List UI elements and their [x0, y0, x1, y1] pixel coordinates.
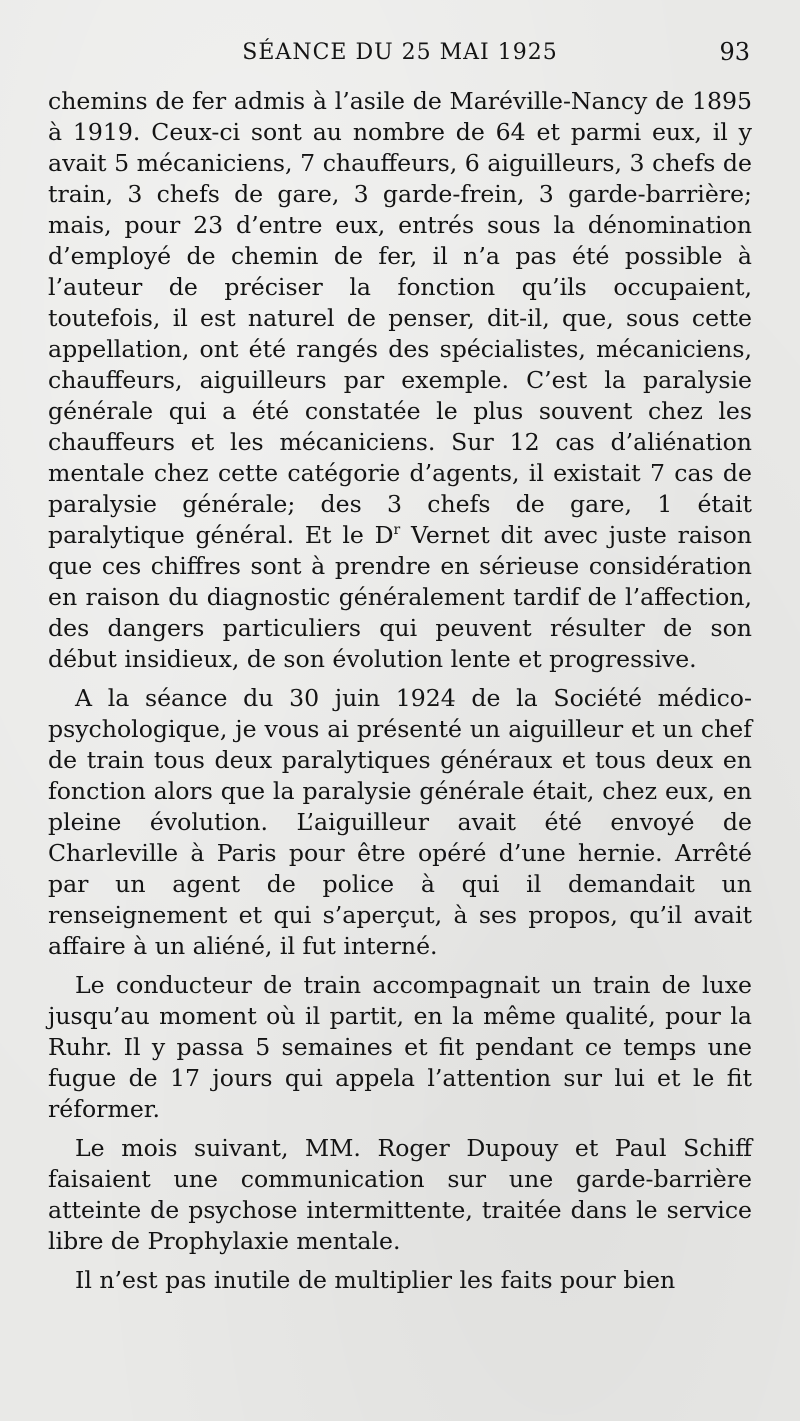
body-text — [48, 86, 752, 1304]
paragraph-5: Il n’est pas inutile de multiplier les faits pour bien — [75, 1266, 676, 1294]
paragraph-1-text: chemins de fer admis à l’asile de Maréville-Nancy de 1895 à 1919. Ceux-ci sont au nombre de 64 et parmi eux, il y avait 5 mécaniciens, 7 chauffeurs, 6 aiguilleurs, 3 chefs de train, 3 chefs de gare, 3 garde-frein, 3 garde-barrière; mais, pour 23 d’entre eux, entrés sous la dénomination d’employé de chemin de fer, il n’a pas été possible à l’auteur de préciser la fonction qu’ils occupaient, toutefois, il est naturel de penser, dit-il, que, sous cette appellation, ont été rangés des spécialistes, mécaniciens, chauffeurs, aiguilleurs par exemple. C’est la paralysie générale qui a été constatée le plus souvent chez les chauffeurs et les mécaniciens. Sur 12 cas d’aliénation mentale chez cette catégorie d’agents, il existait 7 cas de paralysie générale; des 3 chefs de gare, 1 était paralytique général. Et le D — [48, 87, 752, 549]
page-number: 93 — [719, 38, 750, 66]
paragraph-1-text-end: Vernet dit avec juste raison que ces chiffres sont à prendre en sérieuse considération en raison du diagnostic généralement tardif de l’affection, des dangers particuliers qui peuvent résulter de son début insidieux, de son évolution lente et progressive. — [48, 521, 752, 673]
running-title: SÉANCE DU 25 MAI 1925 — [242, 40, 558, 65]
paragraph-3: Le conducteur de train accompagnait un train de luxe jusqu’au moment où il partit, en la même qualité, pour la Ruhr. Il y passa 5 semaines et fit pendant ce temps une fugue de 17 jours qui appela l’attention sur lui et le fit réformer. — [48, 971, 752, 1123]
paragraph-1 — [48, 86, 752, 675]
superscript-r: r — [393, 522, 401, 539]
paragraph-2: A la séance du 30 juin 1924 de la Société médico-psychologique, je vous ai présenté un aiguilleur et un chef de train tous deux paralytiques généraux et tous deux en fonction alors que la paralysie générale était, chez eux, en pleine évolution. L’aiguilleur avait été envoyé de Charleville à Paris pour être opéré d’une hernie. Arrêté par un agent de police à qui il demandait un renseignement et qui s’aperçut, à ses propos, qu’il avait affaire à un aliéné, il fut interné. — [48, 684, 752, 960]
running-head — [0, 38, 800, 70]
paragraph-4: Le mois suivant, MM. Roger Dupouy et Paul Schiff faisaient une communication sur une garde-barrière atteinte de psychose intermittente, traitée dans le service libre de Prophylaxie mentale. — [48, 1134, 752, 1255]
